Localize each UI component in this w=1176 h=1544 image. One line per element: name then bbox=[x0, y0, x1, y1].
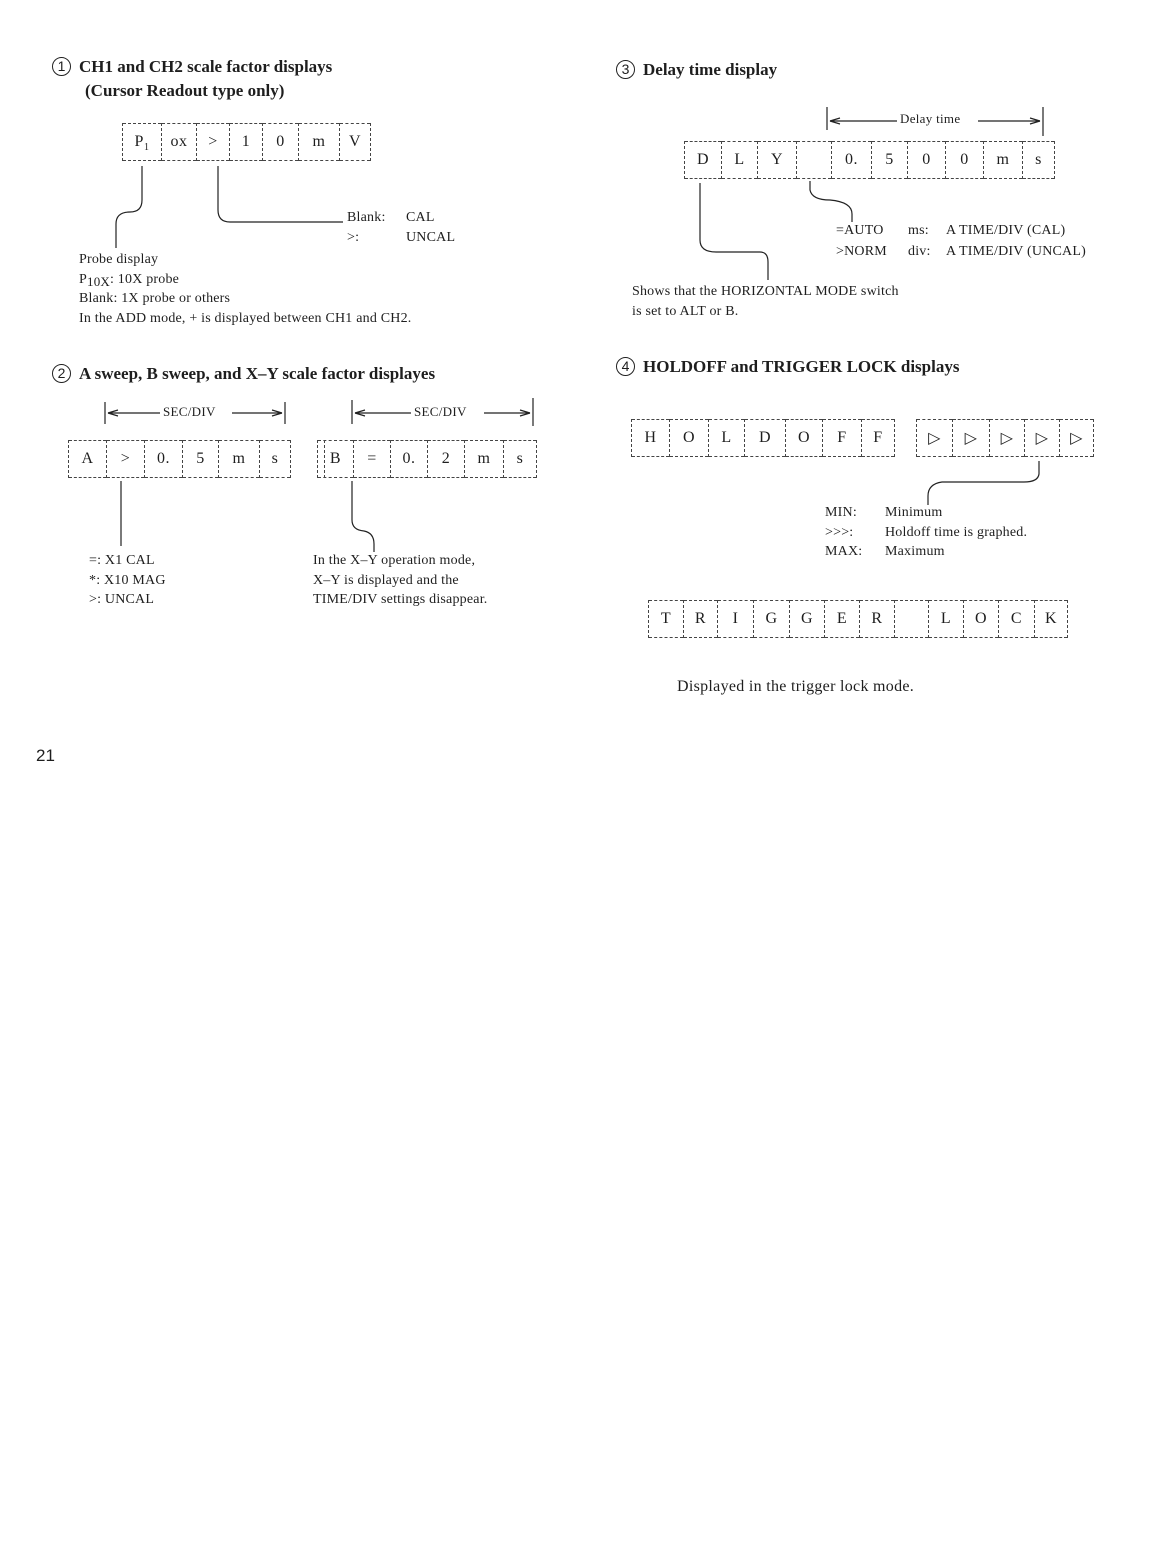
display-cell: 0 bbox=[907, 141, 945, 179]
display-cell: G bbox=[789, 600, 824, 638]
display-cell: O bbox=[669, 419, 708, 457]
cal-leader-line bbox=[218, 166, 343, 222]
holdoff-arrow-icon: ▷ bbox=[952, 419, 989, 457]
section3-number: 3 bbox=[616, 60, 635, 79]
section1-subtitle: (Cursor Readout type only) bbox=[85, 81, 285, 100]
display-cell: R bbox=[683, 600, 717, 638]
display-cell: 2 bbox=[427, 440, 464, 478]
display-cell: F bbox=[861, 419, 895, 457]
horizontal-leader-line bbox=[700, 183, 768, 280]
holdoff-arrow-icon: ▷ bbox=[1059, 419, 1094, 457]
section4-title: HOLDOFF and TRIGGER LOCK displays bbox=[643, 357, 960, 376]
holdoff-legend: MIN: Minimum >>>: Holdoff time is graphed. MAX: Maximum bbox=[825, 505, 1028, 559]
probe-display-title: Probe display bbox=[79, 252, 159, 267]
display-cell: ox bbox=[161, 123, 196, 161]
probe-leader-line bbox=[116, 166, 142, 248]
probe-add-line: In the ADD mode, + is displayed between CH1 and CH2. bbox=[79, 311, 412, 326]
display-cell: L bbox=[708, 419, 744, 457]
display-cell: F bbox=[822, 419, 861, 457]
display-cell: 0. bbox=[144, 440, 182, 478]
display-cell: 0. bbox=[831, 141, 871, 179]
display-cell: s bbox=[503, 440, 537, 478]
sec-div-label-b: SEC/DIV bbox=[414, 404, 467, 419]
section1-title: CH1 and CH2 scale factor displays bbox=[79, 57, 333, 76]
section3-title: Delay time display bbox=[643, 60, 778, 79]
display-cell: R bbox=[859, 600, 894, 638]
xy-note: In the X–Y operation mode, X–Y is displayed and the TIME/DIV settings disappear. bbox=[313, 553, 488, 607]
section4-number: 4 bbox=[616, 357, 635, 376]
delay-time-label: Delay time bbox=[900, 111, 961, 126]
display-cell: s bbox=[259, 440, 290, 478]
section2-title: A sweep, B sweep, and X–Y scale factor displayes bbox=[79, 364, 436, 383]
display-cell: 0 bbox=[945, 141, 983, 179]
display-cell: B bbox=[317, 440, 353, 478]
sec-div-label-a: SEC/DIV bbox=[163, 404, 216, 419]
holdoff-leader-line bbox=[928, 461, 1039, 505]
callout-blank: Blank: bbox=[347, 210, 386, 225]
display-cell: P 1 bbox=[122, 123, 161, 161]
section1-number: 1 bbox=[52, 57, 71, 76]
page-number: 21 bbox=[36, 746, 55, 765]
display-cell: s bbox=[1022, 141, 1055, 179]
callout-blank-value: CAL bbox=[406, 210, 435, 225]
display-cell: K bbox=[1034, 600, 1068, 638]
display-cell: D bbox=[744, 419, 785, 457]
delay-mode-table: =AUTO ms: A TIME/DIV (CAL) >NORM div: A TIME/DIV (UNCAL) bbox=[836, 223, 1086, 259]
display-cell: m bbox=[298, 123, 339, 161]
display-cell: 0. bbox=[390, 440, 427, 478]
probe-10x-line: P10X: 10X probe bbox=[79, 272, 180, 289]
display-cell: m bbox=[218, 440, 259, 478]
holdoff-arrow-icon: ▷ bbox=[989, 419, 1024, 457]
display-cell: G bbox=[753, 600, 789, 638]
horizontal-mode-note: Shows that the HORIZONTAL MODE switch is set to ALT or B. bbox=[632, 284, 899, 319]
display-cell: O bbox=[785, 419, 822, 457]
display-cell: 0 bbox=[262, 123, 298, 161]
callout-gt: >: bbox=[347, 230, 360, 245]
display-cell: m bbox=[983, 141, 1022, 179]
trigger-lock-note: Displayed in the trigger lock mode. bbox=[677, 678, 915, 695]
display-cell: > bbox=[196, 123, 229, 161]
callout-gt-value: UNCAL bbox=[406, 230, 456, 245]
holdoff-arrow-icon: ▷ bbox=[916, 419, 952, 457]
display-cell: 5 bbox=[182, 440, 218, 478]
display-cell: T bbox=[648, 600, 683, 638]
display-cell: L bbox=[721, 141, 757, 179]
probe-blank-line: Blank: 1X probe or others bbox=[79, 291, 231, 306]
display-cell: C bbox=[998, 600, 1034, 638]
display-cell: I bbox=[717, 600, 753, 638]
display-cell: 5 bbox=[871, 141, 907, 179]
display-cell: > bbox=[106, 440, 144, 478]
display-cell: D bbox=[684, 141, 721, 179]
display-cell: V bbox=[339, 123, 371, 161]
holdoff-arrow-icon: ▷ bbox=[1024, 419, 1059, 457]
xy-leader-line bbox=[352, 481, 374, 552]
display-cell: = bbox=[353, 440, 390, 478]
sweep-legend: =: X1 CAL *: X10 MAG >: UNCAL bbox=[89, 553, 166, 607]
display-cell: H bbox=[631, 419, 669, 457]
section2-number: 2 bbox=[52, 364, 71, 383]
display-cell: 1 bbox=[229, 123, 262, 161]
display-cell: Y bbox=[757, 141, 796, 179]
display-cell: L bbox=[928, 600, 963, 638]
display-cell: m bbox=[464, 440, 503, 478]
display-cell: A bbox=[68, 440, 106, 478]
display-cell: O bbox=[963, 600, 998, 638]
mode-leader-line bbox=[810, 181, 852, 222]
display-cell: E bbox=[824, 600, 859, 638]
